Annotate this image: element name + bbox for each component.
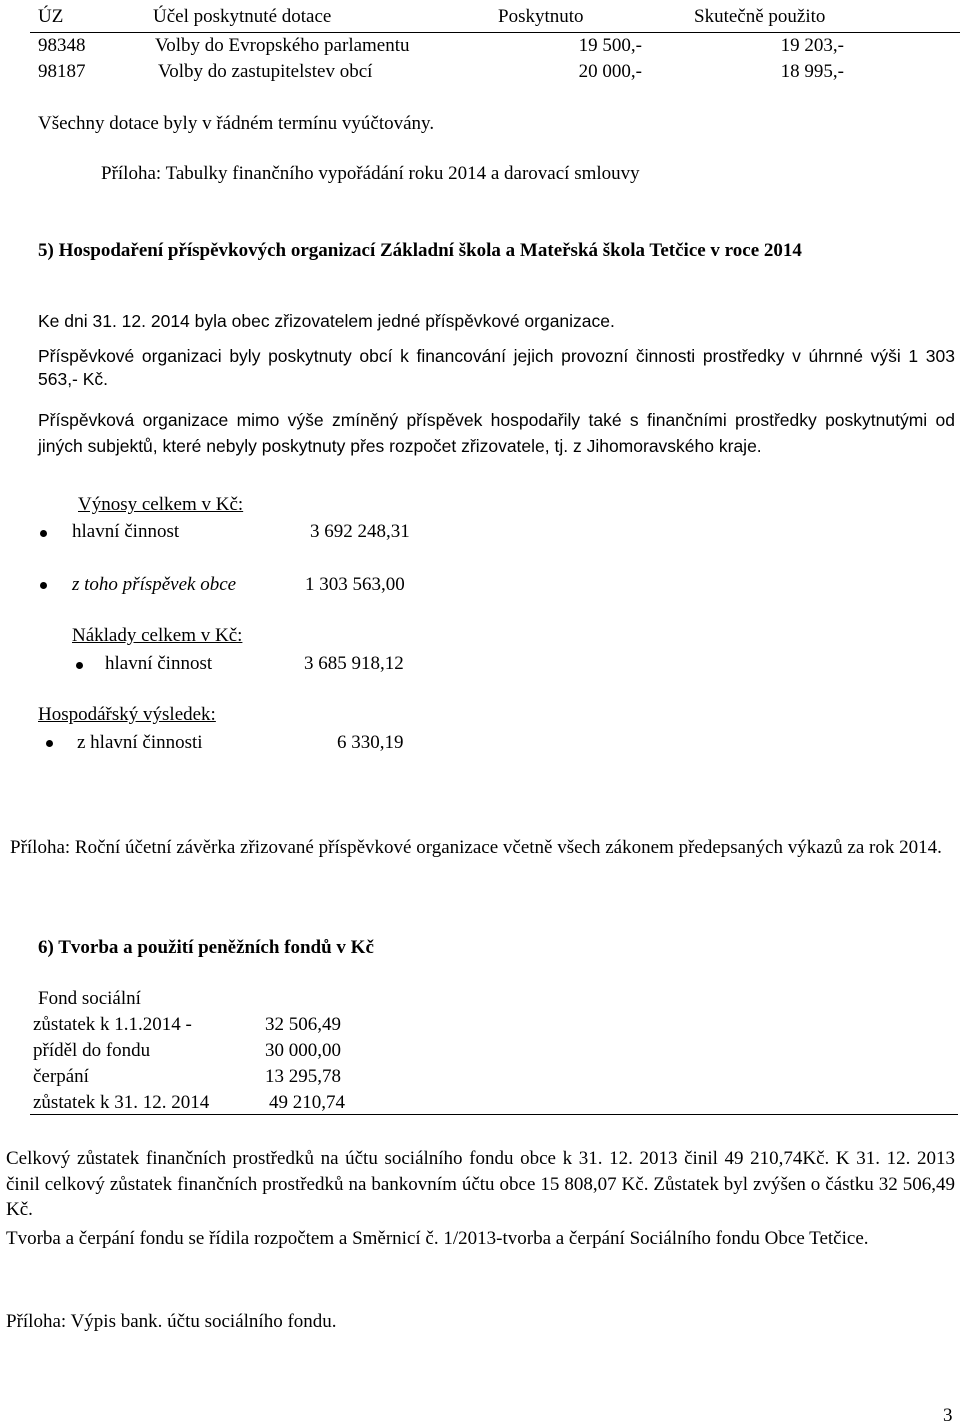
- bullet-icon: [76, 662, 83, 669]
- fund-row-label: zůstatek k 31. 12. 2014: [33, 1092, 210, 1113]
- section-5-paragraph-2: Příspěvkové organizaci byly poskytnuty obcí k financování jejich provozní činnosti prostředky v úhrnné výši 1 303 563,- Kč.: [38, 346, 955, 389]
- table-cell-uz: 98187: [38, 61, 86, 82]
- fund-row-label: čerpání: [33, 1066, 89, 1087]
- fund-title: Fond sociální: [38, 988, 141, 1009]
- bullet-icon: [40, 582, 47, 589]
- dotace-note: Všechny dotace byly v řádném termínu vyúčtovány.: [38, 113, 435, 134]
- section-5-paragraph-1: Ke dni 31. 12. 2014 byla obec zřizovatelem jedné příspěvkové organizace.: [38, 311, 615, 331]
- section-6-priloha: Příloha: Výpis bank. účtu sociálního fondu.: [6, 1311, 337, 1332]
- table-cell-poskytnuto: 20 000,-: [578, 61, 642, 82]
- table-header-pouzito: Skutečně použito: [694, 6, 826, 27]
- naklady-label: Náklady celkem v Kč:: [72, 625, 243, 646]
- table-header-poskytnuto: Poskytnuto: [498, 6, 584, 27]
- vysledek-item-label: z hlavní činnosti: [77, 732, 203, 753]
- naklady-item-label: hlavní činnost: [105, 653, 213, 674]
- fund-row-value: 30 000,00: [265, 1040, 341, 1061]
- priloha-tabulky: Příloha: Tabulky finančního vypořádání roku 2014 a darovací smlouvy: [101, 163, 640, 184]
- section-5-heading: 5) Hospodaření příspěvkových organizací Základní škola a Mateřská škola Tetčice v roce 2014: [38, 240, 802, 261]
- section-5-priloha: Příloha: Roční účetní závěrka zřizované příspěvkové organizace včetně všech zákonem předepsaných výkazů za rok 2014.: [10, 837, 942, 858]
- fund-row-label: příděl do fondu: [33, 1040, 151, 1061]
- fund-row-value: 13 295,78: [265, 1066, 341, 1087]
- section-6-paragraph-2: Tvorba a čerpání fondu se řídila rozpočtem a Směrnicí č. 1/2013-tvorba a čerpání Sociálního fondu Obce Tetčice.: [6, 1228, 869, 1249]
- table-cell-pouzito: 19 203,-: [780, 35, 844, 56]
- fund-row-value: 32 506,49: [265, 1014, 341, 1035]
- vynosy-label: Výnosy celkem v Kč:: [78, 494, 244, 515]
- section-5-paragraph-3: Příspěvková organizace mimo výše zmíněný příspěvek hospodařily také s finančními prostředky poskytnutými od jiných subjektů, které nebyly poskytnuty přes rozpočet zřizovatele, tj. z Jihomoravského kraje.: [38, 410, 955, 456]
- page-number: 3: [943, 1405, 953, 1426]
- table-header-ucel: Účel poskytnuté dotace: [153, 6, 332, 27]
- table-cell-poskytnuto: 19 500,-: [578, 35, 642, 56]
- fund-row-label: zůstatek k 1.1.2014 -: [33, 1014, 192, 1035]
- table-cell-ucel: Volby do zastupitelstev obcí: [158, 61, 373, 82]
- vysledek-item-value: 6 330,19: [337, 732, 404, 753]
- fund-row-value: 49 210,74: [269, 1092, 345, 1113]
- bullet-icon: [46, 740, 53, 747]
- fund-table-rule: [30, 1114, 958, 1115]
- vynosy-item-value: 3 692 248,31: [310, 521, 410, 542]
- table-cell-pouzito: 18 995,-: [780, 61, 844, 82]
- bullet-icon: [40, 530, 47, 537]
- section-6-paragraph-1: Celkový zůstatek finančních prostředků na účtu sociálního fondu obce k 31. 12. 2013 činil 49 210,74Kč. K 31. 12. 2013 činil celkový zůstatek finančních prostředků na bankovním účtu obce 15 808,07 Kč. Zůstatek byl zvýšen o částku 32 506,49 Kč.: [6, 1148, 955, 1220]
- table-header-uz: ÚZ: [38, 6, 64, 27]
- vynosy-item-label: hlavní činnost: [72, 521, 180, 542]
- naklady-item-value: 3 685 918,12: [304, 653, 404, 674]
- table-header-rule: [30, 32, 960, 33]
- prispevek-value: 1 303 563,00: [305, 574, 405, 595]
- table-cell-ucel: Volby do Evropského parlamentu: [155, 35, 410, 56]
- vysledek-label: Hospodářský výsledek:: [38, 704, 216, 725]
- table-cell-uz: 98348: [38, 35, 86, 56]
- section-6-heading: 6) Tvorba a použití peněžních fondů v Kč: [38, 937, 374, 958]
- prispevek-label: z toho příspěvek obce: [72, 574, 237, 595]
